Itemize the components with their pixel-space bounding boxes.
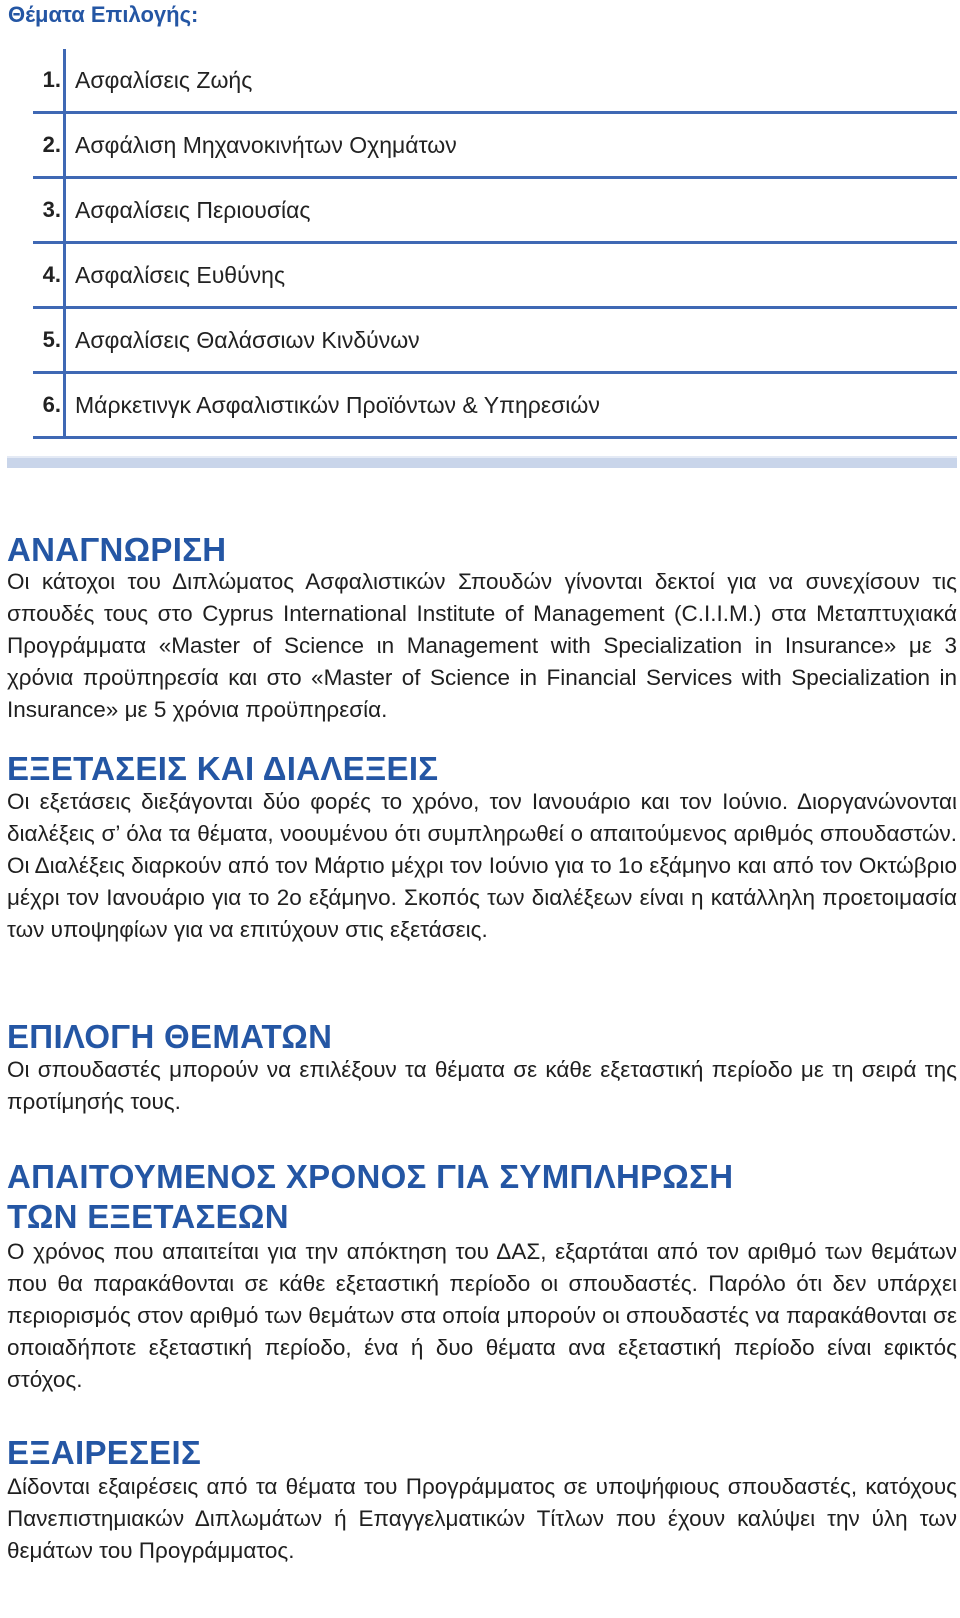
list-item xyxy=(33,49,957,114)
list-item xyxy=(33,244,957,309)
item-number: 2. xyxy=(42,132,61,157)
subject-selection-title: ΕΠΙΛΟΓΗ ΘΕΜΑΤΩΝ xyxy=(7,1018,333,1055)
column-divider xyxy=(63,244,66,309)
required-time-title-line2: ΤΩΝ ΕΞΕΤΑΣΕΩΝ xyxy=(7,1198,289,1235)
required-time-section xyxy=(7,1157,957,1396)
exemptions-section xyxy=(7,1433,957,1567)
elective-subjects-heading: Θέματα Επιλογής: xyxy=(8,2,199,27)
exams-lectures-title: ΕΞΕΤΑΣΕΙΣ ΚΑΙ ΔΙΑΛΕΞΕΙΣ xyxy=(7,750,439,787)
exemptions-title: ΕΞΑΙΡΕΣΕΙΣ xyxy=(7,1434,202,1471)
exemptions-body: Δίδονται εξαιρέσεις από τα θέματα του Προγράμματος σε υποψήφιους σπουδαστές, κατόχους Πανεπιστημιακών Διπλωμάτων ή Επαγγελματικών Τίτλων που έχουν καλύψει την ύλη των θεμάτων του Προγράμματος. xyxy=(7,1474,957,1563)
item-label: Ασφαλίσεις Περιουσίας xyxy=(75,197,311,223)
item-label: Ασφάλιση Μηχανοκινήτων Οχημάτων xyxy=(75,132,457,158)
item-number: 1. xyxy=(42,67,61,92)
required-time-body: Ο χρόνος που απαιτείται για την απόκτηση του ΔΑΣ, εξαρτάται από τον αριθμό των θεμάτων που θα παρακάθονται σε κάθε εξεταστική περίοδο οι σπουδαστές. Παρόλο ότι δεν υπάρχει περιορισμός στον αριθμό των θεμάτων στα οποία μπορούν οι σπουδαστές να παρακάθονται σε οποιαδήποτε εξεταστική περίοδο, ένα ή δυο θέματα ανα εξεταστική περίοδο είναι εφικτός στόχος. xyxy=(7,1239,957,1392)
column-divider xyxy=(63,114,66,179)
item-number: 6. xyxy=(42,392,61,417)
column-divider xyxy=(63,49,66,114)
elective-subjects-list xyxy=(33,49,957,439)
item-label: Ασφαλίσεις Θαλάσσιων Κινδύνων xyxy=(75,327,420,353)
column-divider xyxy=(63,309,66,374)
list-item xyxy=(33,179,957,244)
recognition-body: Οι κάτοχοι του Διπλώματος Ασφαλιστικών Σπουδών γίνονται δεκτοί για να συνεχίσουν τις σπουδές τους στο Cyprus International Institute of Management (C.I.I.M.) στα Μεταπτυχιακά Προγράμματα «Master of Science ιn Management with Specialization in Insurance» με 3 χρόνια προϋπηρεσία και στο «Master of Science in Financial Services with Specialization in Insurance» με 5 χρόνια προϋπηρεσία. xyxy=(7,569,957,722)
list-item xyxy=(33,309,957,374)
recognition-title: ΑΝΑΓΝΩΡΙΣΗ xyxy=(7,531,227,568)
list-item xyxy=(33,374,957,439)
exams-lectures-section xyxy=(7,749,957,946)
item-number: 4. xyxy=(42,262,61,287)
item-label: Μάρκετινγκ Ασφαλιστικών Προϊόντων & Υπηρεσιών xyxy=(75,392,600,418)
recognition-section xyxy=(7,530,957,726)
required-time-title-line1: ΑΠΑΙΤΟΥΜΕΝΟΣ ΧΡΟΝΟΣ ΓΙΑ ΣΥΜΠΛΗΡΩΣΗ xyxy=(7,1158,734,1195)
item-number: 3. xyxy=(42,197,61,222)
required-time-title xyxy=(7,1157,957,1237)
list-item xyxy=(33,114,957,179)
item-label: Ασφαλίσεις Ζωής xyxy=(75,67,253,93)
item-number: 5. xyxy=(42,327,61,352)
column-divider xyxy=(63,374,66,439)
column-divider xyxy=(63,179,66,244)
item-label: Ασφαλίσεις Ευθύνης xyxy=(75,262,286,288)
section-divider xyxy=(7,456,957,468)
subject-selection-body: Οι σπουδαστές μπορούν να επιλέξουν τα θέματα σε κάθε εξεταστική περίοδο με τη σειρά της προτίμησής τους. xyxy=(7,1057,957,1114)
exams-lectures-body: Οι εξετάσεις διεξάγονται δύο φορές το χρόνο, τον Ιανουάριο και τον Ιούνιο. Διοργανώνονται διαλέξεις σ’ όλα τα θέματα, νοουμένου ότι συμπληρωθεί ο απαιτούμενος αριθμός σπουδαστών. Οι Διαλέξεις διαρκούν από τον Μάρτιο μέχρι τον Ιούνιο για το 1ο εξάμηνο και από τον Οκτώβριο μέχρι τον Ιανουάριο για το 2ο εξάμηνο. Σκοπός των διαλέξεων είναι η κατάλληλη προετοιμασία των υποψηφίων για να επιτύχουν στις εξετάσεις. xyxy=(7,789,957,942)
subject-selection-section xyxy=(7,1017,957,1118)
